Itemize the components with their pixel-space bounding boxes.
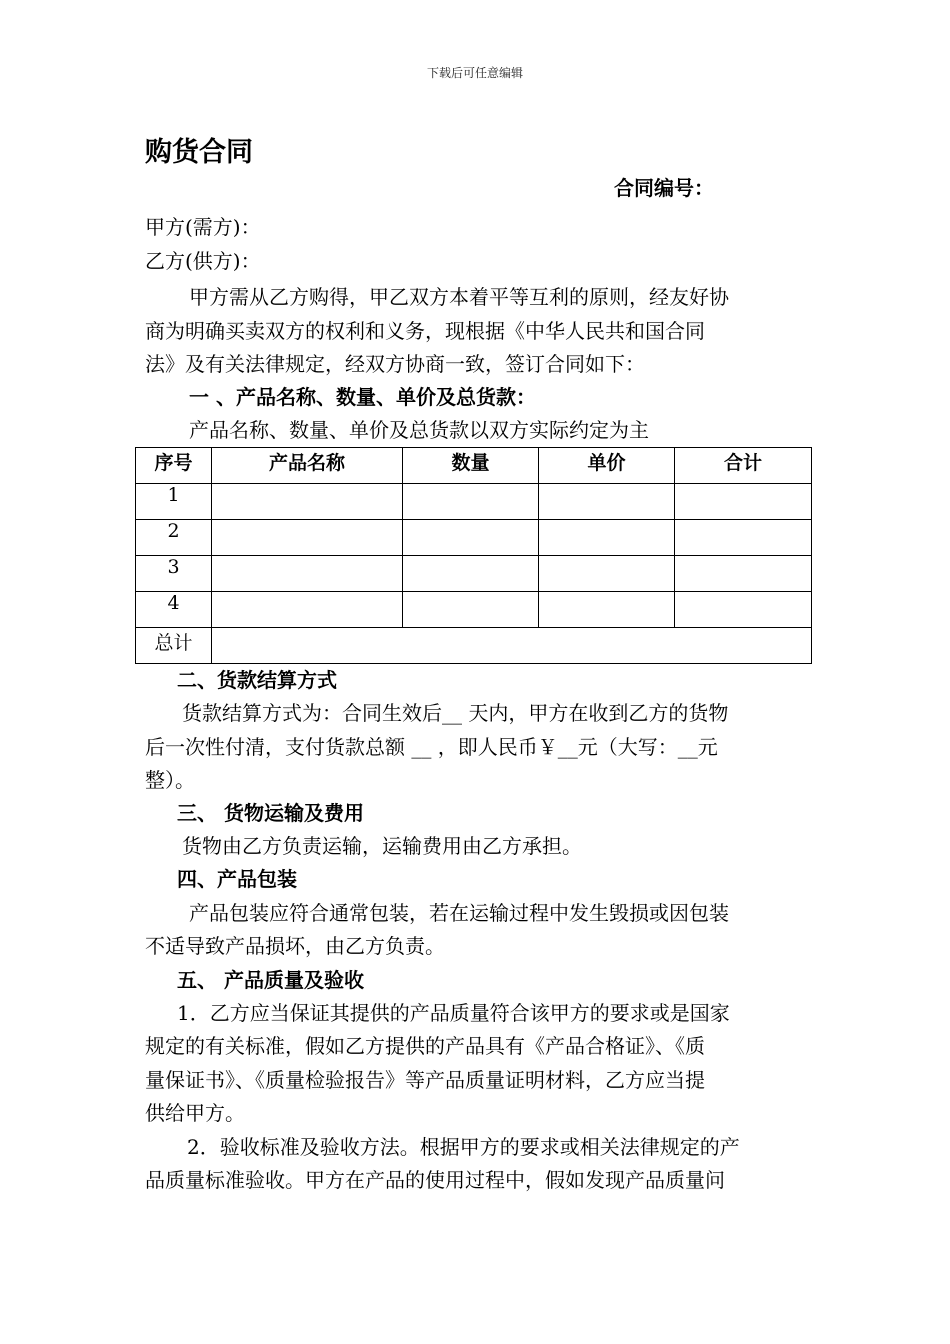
intro-line: 商为明确买卖双方的权利和义务，现根据《中华人民共和国合同	[145, 319, 705, 343]
total-value-cell	[212, 628, 812, 664]
intro-line: 法》及有关法律规定，经双方协商一致，签订合同如下：	[145, 352, 645, 376]
section-5-heading: 五、 产品质量及验收	[177, 968, 364, 992]
table-cell	[212, 592, 403, 628]
column-header: 产品名称	[212, 448, 403, 484]
table-cell	[403, 484, 539, 520]
section-5-line: 量保证书》、《质量检验报告》等产品质量证明材料，乙方应当提	[145, 1068, 705, 1092]
column-header: 合计	[675, 448, 812, 484]
section-5-line: 规定的有关标准，假如乙方提供的产品具有《产品合格证》、《质	[145, 1034, 705, 1058]
row-number: 2	[136, 520, 212, 556]
section-2-line: 整）。	[145, 768, 195, 792]
header-note: 下载后可任意编辑	[426, 66, 523, 80]
table-cell	[675, 520, 812, 556]
table-cell	[539, 592, 675, 628]
product-table	[135, 447, 812, 664]
section-2-heading: 二、货款结算方式	[177, 668, 337, 692]
table-cell	[212, 484, 403, 520]
table-cell	[539, 484, 675, 520]
table-header-row	[136, 448, 812, 484]
table-cell	[403, 556, 539, 592]
section-5-line: 品质量标准验收。甲方在产品的使用过程中，假如发现产品质量问	[145, 1168, 725, 1192]
section-4-line: 不适导致产品损坏，由乙方负责。	[145, 934, 445, 958]
section-5-line: 2．验收标准及验收方法。根据甲方的要求或相关法律规定的产	[187, 1135, 740, 1159]
table-cell	[539, 520, 675, 556]
section-3-text: 货物由乙方负责运输，运输费用由乙方承担。	[182, 834, 582, 858]
row-number: 3	[136, 556, 212, 592]
table-row	[136, 592, 812, 628]
contract-number-label: 合同编号：	[614, 176, 714, 200]
total-label: 总计	[136, 628, 212, 664]
row-number: 4	[136, 592, 212, 628]
party-a-label: 甲方(需方)：	[145, 215, 261, 239]
section-2-line: 后一次性付清，支付货款总额 __ ，即人民币￥__元（大写：__元	[145, 735, 718, 759]
section-1-heading: 一 、产品名称、数量、单价及总货款：	[189, 385, 536, 409]
table-cell	[675, 556, 812, 592]
section-5-line: 供给甲方。	[145, 1101, 245, 1125]
table-cell	[403, 520, 539, 556]
table-cell	[403, 592, 539, 628]
table-cell	[675, 484, 812, 520]
column-header: 序号	[136, 448, 212, 484]
section-4-heading: 四、产品包装	[177, 867, 297, 891]
table-cell	[539, 556, 675, 592]
column-header: 单价	[539, 448, 675, 484]
section-5-line: 1．乙方应当保证其提供的产品质量符合该甲方的要求或是国家	[177, 1001, 730, 1025]
intro-line: 甲方需从乙方购得，甲乙双方本着平等互利的原则，经友好协	[189, 285, 729, 309]
table-row	[136, 520, 812, 556]
table-total-row	[136, 628, 812, 664]
section-1-text: 产品名称、数量、单价及总货款以双方实际约定为主	[189, 418, 649, 442]
section-3-heading: 三、 货物运输及费用	[177, 801, 364, 825]
party-b-label: 乙方(供方)：	[145, 249, 261, 273]
section-4-line: 产品包装应符合通常包装，若在运输过程中发生毁损或因包装	[189, 901, 729, 925]
document-title: 购货合同	[145, 137, 253, 168]
table-row	[136, 484, 812, 520]
section-2-line: 货款结算方式为：合同生效后__ 天内，甲方在收到乙方的货物	[182, 701, 729, 725]
column-header: 数量	[403, 448, 539, 484]
table-cell	[212, 520, 403, 556]
row-number: 1	[136, 484, 212, 520]
table-cell	[675, 592, 812, 628]
table-cell	[212, 556, 403, 592]
table-row	[136, 556, 812, 592]
